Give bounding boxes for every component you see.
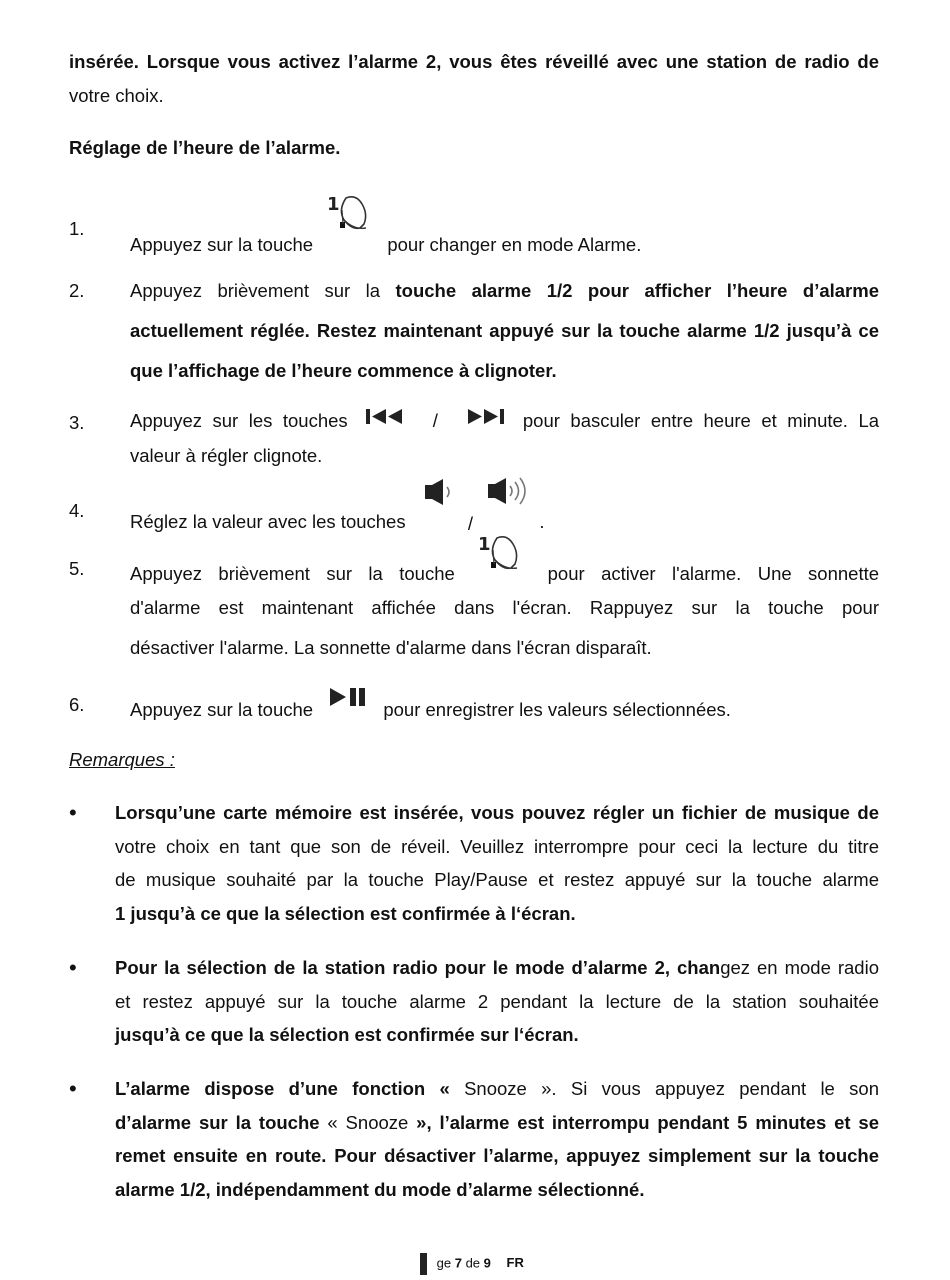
bullet-3 [115, 1072, 879, 1206]
step-2-number: 2. [69, 280, 85, 301]
bullet-2-dot: • [69, 955, 77, 980]
bullet-3-line-3: remet ensuite en route. Pour désactiver l’alarme, appuyez simplement sur la touche [115, 1145, 879, 1166]
remarks-label: Remarques : [69, 749, 175, 770]
intro-line-1: insérée. Lorsque vous activez l’alarme 2, vous êtes réveillé avec une station de radio de [69, 51, 879, 72]
step-3 [130, 404, 879, 473]
step-5-text-before: Appuyez brièvement sur la touche [130, 563, 455, 585]
intro-paragraph [69, 45, 879, 113]
step-1 [130, 190, 879, 256]
step-4-number: 4. [69, 500, 85, 521]
bullet-3-line-2-plain: « Snooze [319, 1111, 417, 1133]
step-5-line-3: désactiver l'alarme. La sonnette d'alarme dans l'écran disparaît. [130, 637, 652, 658]
footer-prefix: ge [436, 1255, 452, 1271]
bullet-3-line-1-bold: L’alarme dispose d’une fonction « [115, 1078, 450, 1099]
bullet-1-line-1: Lorsqu’une carte mémoire est insérée, vous pouvez régler un fichier de musique de [115, 802, 879, 823]
bullet-3-line-2-bold-b: », l’alarme est interrompu pendant 5 minutes et se [416, 1111, 880, 1133]
step-5-line-2: d'alarme est maintenant affichée dans l'écran. Rappuyez sur la touche pour [130, 597, 879, 618]
bullet-3-line-2-bold-a: d’alarme sur la touche [115, 1111, 320, 1133]
step-3-text-before: Appuyez sur les touches [130, 410, 348, 431]
intro-line-2: votre choix. [69, 85, 164, 106]
bullet-3-dot: • [69, 1076, 77, 1101]
step-6-number: 6. [69, 694, 85, 715]
section-heading: Réglage de l’heure de l’alarme. [69, 137, 341, 158]
step-6-text-before: Appuyez sur la touche [130, 699, 314, 721]
skip-next-icon [464, 405, 506, 439]
bullet-2-line-1 [115, 951, 879, 985]
volume-up-icon [484, 474, 532, 521]
page-footer [420, 1253, 524, 1277]
step-5-line-1 [130, 530, 879, 588]
bullet-1-line-2: votre choix en tant que son de réveil. Veuillez interrompre pour ceci la lecture du titre [115, 835, 879, 857]
bullet-1 [115, 796, 879, 930]
step-4 [130, 474, 879, 535]
bullet-2 [115, 951, 879, 1052]
bullet-2-line-3: jusqu’à ce que la sélection est confirmée sur l‘écran. [115, 1024, 579, 1045]
bullet-2-line-1-plain: gez en mode radio [720, 957, 879, 978]
footer-language: FR [506, 1255, 524, 1271]
step-3-separator: / [432, 410, 438, 431]
step-3-text-after: pour basculer entre heure et minute. La [522, 410, 880, 431]
bullet-3-line-4: alarme 1/2, indépendamment du mode d’alarme sélectionné. [115, 1178, 645, 1200]
step-2 [130, 271, 879, 391]
bullet-2-line-1-bold: Pour la sélection de la station radio pour le mode d’alarme 2, chan [115, 957, 721, 978]
step-1-text-before: Appuyez sur la touche [130, 234, 314, 256]
step-1-number: 1. [69, 218, 85, 239]
bullet-2-line-2: et restez appuyé sur la touche alarme 2 pendant la lecture de la station souhaitée [115, 990, 879, 1012]
svg-text:1: 1 [327, 194, 340, 215]
step-3-line-1 [130, 404, 879, 439]
footer-bar [420, 1253, 427, 1275]
step-5-number: 5. [69, 558, 85, 579]
bullet-1-line-4: 1 jusqu’à ce que la sélection est confirmée à l‘écran. [115, 902, 576, 924]
step-4-text-before: Réglez la valeur avec les touches [130, 511, 406, 533]
svg-text:1: 1 [478, 534, 491, 555]
footer-of: de [465, 1255, 481, 1271]
step-3-number: 3. [69, 412, 85, 433]
step-3-line-2: valeur à régler clignote. [130, 445, 323, 467]
step-4-separator: / [467, 513, 474, 535]
step-2-line-2: actuellement réglée. Restez maintenant appuyé sur la touche alarme 1/2 jusqu’à ce [130, 320, 879, 341]
play-pause-icon [326, 684, 370, 719]
step-6 [130, 684, 879, 719]
step-6-text-after: pour enregistrer les valeurs sélectionnées. [383, 699, 731, 721]
bullet-3-line-1 [115, 1072, 879, 1106]
step-2-line-1-plain: Appuyez brièvement sur la [130, 280, 381, 301]
bullet-3-line-1-plain: Snooze ». Si vous appuyez pendant le son [449, 1078, 879, 1099]
volume-down-icon [421, 475, 459, 520]
skip-previous-icon [364, 405, 406, 439]
step-2-line-1 [130, 271, 879, 311]
step-2-line-3: que l’affichage de l’heure commence à clignoter. [130, 360, 557, 381]
bullet-1-dot: • [69, 800, 77, 825]
footer-page-number: 7 [454, 1255, 462, 1271]
alarm-bell-1-icon [326, 190, 374, 247]
step-4-text-after: . [539, 511, 545, 533]
step-1-text-after: pour changer en mode Alarme. [387, 234, 642, 256]
step-2-line-1-bold: touche alarme 1/2 pour afficher l’heure d’alarme [395, 280, 879, 301]
bullet-3-line-2 [115, 1106, 879, 1140]
step-5-text-after: pour activer l'alarme. Une sonnette [547, 563, 880, 585]
step-5 [130, 530, 879, 668]
footer-page-total: 9 [483, 1255, 491, 1271]
bullet-1-line-3: de musique souhaité par la touche Play/Pause et restez appuyé sur la touche alarme [115, 869, 879, 890]
